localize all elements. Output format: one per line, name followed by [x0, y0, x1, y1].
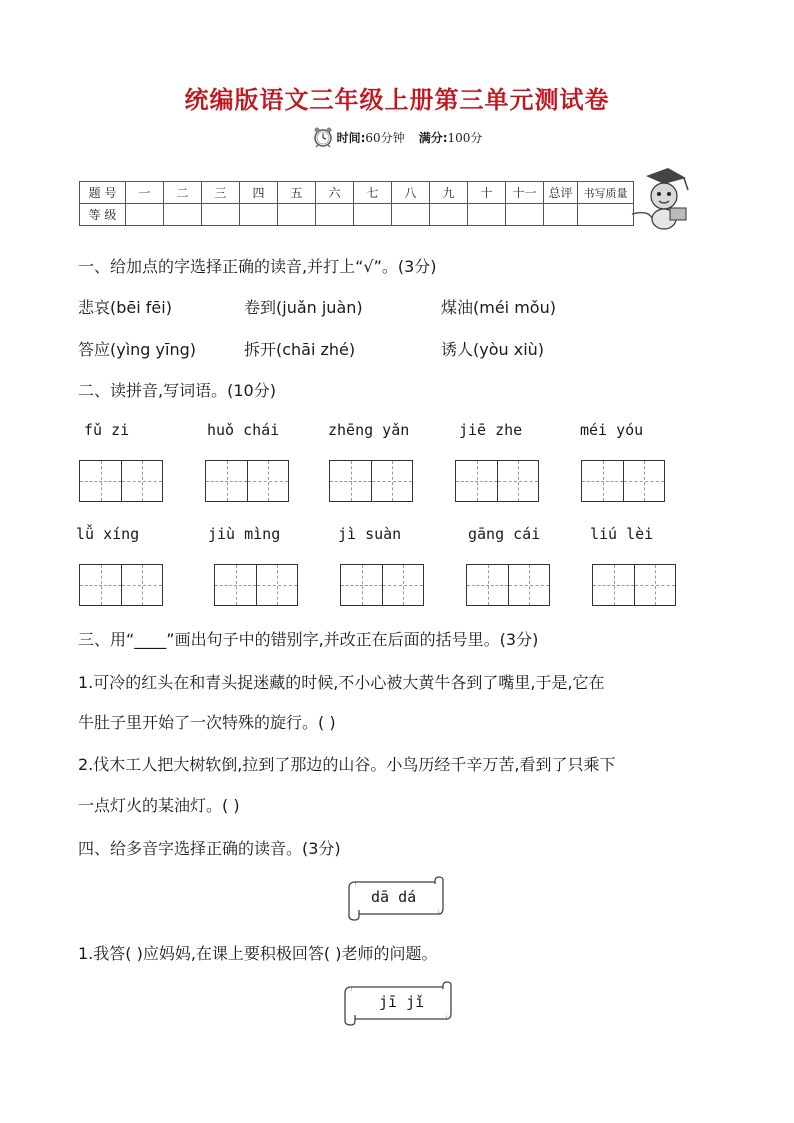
- q2-title: 二、读拼音,写词语。(10分): [78, 381, 276, 400]
- q1-item[interactable]: 卷到(juǎn juàn): [244, 298, 363, 317]
- q1-title: 一、给加点的字选择正确的读音,并打上“√”。(3分): [78, 257, 437, 276]
- exam-info: [0, 126, 794, 151]
- writing-grid[interactable]: [581, 460, 665, 502]
- score-col: 四: [240, 182, 278, 204]
- score-table: [79, 181, 634, 226]
- pinyin-scroll: [343, 981, 453, 1031]
- pinyin-label: jiē zhe: [459, 421, 523, 439]
- score-cell[interactable]: [430, 204, 468, 226]
- pinyin-label: gāng cái: [468, 525, 541, 543]
- pinyin-label: lǚ xíng: [76, 525, 140, 543]
- score-col: 二: [164, 182, 202, 204]
- scroll-pinyin: jī jǐ: [379, 993, 425, 1011]
- writing-grid[interactable]: [214, 564, 298, 606]
- q3-sentence-2-cont[interactable]: 一点灯火的某油灯。( ): [78, 796, 240, 815]
- score-cell[interactable]: [392, 204, 430, 226]
- score-col: 书写质量: [578, 182, 634, 204]
- time-label: 时间:: [336, 131, 366, 145]
- q1-item[interactable]: 答应(yìng yīng): [78, 340, 196, 359]
- score-cell[interactable]: [468, 204, 506, 226]
- q3-title: 三、用“____”画出句子中的错别字,并改正在后面的括号里。(3分): [78, 630, 539, 649]
- score-col: 七: [354, 182, 392, 204]
- writing-grid[interactable]: [592, 564, 676, 606]
- mascot-illustration: [628, 164, 698, 238]
- writing-grid[interactable]: [466, 564, 550, 606]
- q1-item[interactable]: 诱人(yòu xiù): [441, 340, 545, 359]
- time-value: 60分钟: [365, 131, 405, 145]
- score-table-row-label: 题 号: [80, 182, 126, 204]
- pinyin-scroll: [347, 876, 445, 926]
- q1-item[interactable]: 拆开(chāi zhé): [244, 340, 356, 359]
- pinyin-label: jì suàn: [338, 525, 402, 543]
- pinyin-label: jiù mìng: [208, 525, 281, 543]
- pinyin-label: huǒ chái: [207, 421, 280, 439]
- score-col: 三: [202, 182, 240, 204]
- score-label: 满分:: [418, 131, 448, 145]
- score-cell[interactable]: [316, 204, 354, 226]
- score-table-header-row: [80, 182, 634, 204]
- score-cell[interactable]: [506, 204, 544, 226]
- writing-grid[interactable]: [455, 460, 539, 502]
- scroll-pinyin: dā dá: [371, 888, 417, 906]
- score-table-row-label: 等 级: [80, 204, 126, 226]
- pinyin-label: liú lèi: [590, 525, 654, 543]
- score-table-grade-row: [80, 204, 634, 226]
- score-col: 九: [430, 182, 468, 204]
- score-cell[interactable]: [578, 204, 634, 226]
- score-cell[interactable]: [164, 204, 202, 226]
- q4-title: 四、给多音字选择正确的读音。(3分): [78, 839, 341, 858]
- writing-grid[interactable]: [340, 564, 424, 606]
- q1-item[interactable]: 悲哀(bēi fēi): [78, 298, 172, 317]
- score-col: 十一: [506, 182, 544, 204]
- score-col: 八: [392, 182, 430, 204]
- score-cell[interactable]: [126, 204, 164, 226]
- q3-sentence-1: 1.可冷的红头在和青头捉迷藏的时候,不小心被大黄牛各到了嘴里,于是,它在: [78, 673, 605, 692]
- score-cell[interactable]: [202, 204, 240, 226]
- pinyin-label: zhēng yǎn: [328, 421, 410, 439]
- page-title: 统编版语文三年级上册第三单元测试卷: [184, 86, 610, 114]
- score-cell[interactable]: [354, 204, 392, 226]
- score-cell[interactable]: [544, 204, 578, 226]
- score-col: 六: [316, 182, 354, 204]
- score-value: 100分: [447, 131, 483, 145]
- score-col: 十: [468, 182, 506, 204]
- q3-sentence-1-cont[interactable]: 牛肚子里开始了一次特殊的旋行。( ): [78, 713, 336, 732]
- writing-grid[interactable]: [205, 460, 289, 502]
- writing-grid[interactable]: [329, 460, 413, 502]
- score-cell[interactable]: [240, 204, 278, 226]
- score-col: 一: [126, 182, 164, 204]
- q4-sentence-1[interactable]: 1.我答( )应妈妈,在课上要积极回答( )老师的问题。: [78, 944, 438, 963]
- score-col: 总评: [544, 182, 578, 204]
- pinyin-label: fǔ zi: [84, 421, 130, 439]
- pinyin-label: méi yóu: [580, 421, 644, 439]
- writing-grid[interactable]: [79, 564, 163, 606]
- q3-sentence-2: 2.伐木工人把大树软倒,拉到了那边的山谷。小鸟历经千辛万苦,看到了只乘下: [78, 755, 616, 774]
- score-cell[interactable]: [278, 204, 316, 226]
- score-col: 五: [278, 182, 316, 204]
- clock-icon: [312, 126, 334, 151]
- q1-item[interactable]: 煤油(méi mǒu): [441, 298, 556, 317]
- writing-grid[interactable]: [79, 460, 163, 502]
